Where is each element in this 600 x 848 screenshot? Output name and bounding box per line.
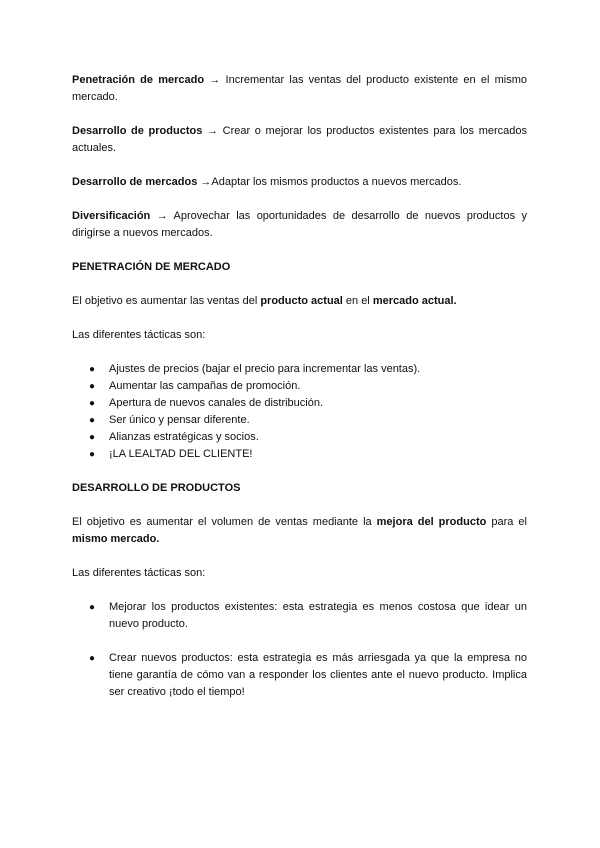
arrow-icon: → <box>209 74 221 86</box>
definition-text: Aprovechar las oportunidades de desarrollo de nuevos productos y dirigirse a nuevos mercados. <box>72 210 528 239</box>
section-objective <box>72 514 527 548</box>
definition-text: Crear o mejorar los productos existentes para los mercados actuales. <box>72 125 527 154</box>
list-item-text: Ser único y pensar diferente. <box>109 414 250 426</box>
objective-bold: mercado actual. <box>372 295 457 307</box>
bullet-icon: ● <box>89 602 96 613</box>
definition-market-development <box>72 174 527 191</box>
list-item-text: Ajustes de precios (bajar el precio para incrementar las ventas). <box>109 363 421 375</box>
list-item-text: Aumentar las campañas de promoción. <box>109 380 301 392</box>
bullet-icon: ● <box>89 381 96 392</box>
list-item <box>72 429 527 446</box>
definition-product-development <box>72 123 527 157</box>
section-heading-market-penetration: PENETRACIÓN DE MERCADO <box>72 261 231 273</box>
list-item-text: Mejorar los productos existentes: esta estrategia es menos costosa que idear un nuevo producto. <box>109 601 527 630</box>
objective-bold: mismo mercado. <box>72 533 160 545</box>
tactics-list <box>72 361 527 463</box>
list-item <box>72 395 527 412</box>
list-item-text: Apertura de nuevos canales de distribución. <box>109 397 324 409</box>
list-item <box>72 446 527 463</box>
definition-term: Desarrollo de mercados <box>72 176 198 188</box>
definition-term: Diversificación <box>72 210 151 222</box>
list-item-text: Crear nuevos productos: esta estrategia es más arriesgada ya que la empresa no tiene garantía de cómo van a responder los clientes ante el nuevo producto. Implica ser creativo ¡todo el tiempo! <box>109 652 527 698</box>
bullet-icon: ● <box>89 653 96 664</box>
arrow-icon: → <box>200 176 212 188</box>
definition-term: Desarrollo de productos <box>72 125 203 137</box>
arrow-icon: → <box>156 210 168 222</box>
definition-text: Adaptar los mismos productos a nuevos mercados. <box>211 176 462 188</box>
list-item <box>72 412 527 429</box>
objective-bold: producto actual <box>260 295 343 307</box>
list-item <box>72 378 527 395</box>
definition-text: Incrementar las ventas del producto existente en el mismo mercado. <box>72 74 528 103</box>
definition-market-penetration <box>72 72 527 106</box>
definition-diversification <box>72 208 527 242</box>
document-page <box>72 72 527 718</box>
list-item <box>72 650 527 701</box>
bullet-icon: ● <box>89 364 96 375</box>
list-item <box>72 361 527 378</box>
objective-text: en el <box>342 295 373 307</box>
objective-bold: mejora del producto <box>376 516 487 528</box>
tactics-intro: Las diferentes tácticas son: <box>72 567 206 579</box>
tactics-intro: Las diferentes tácticas son: <box>72 329 206 341</box>
bullet-icon: ● <box>89 398 96 409</box>
section-heading-product-development: DESARROLLO DE PRODUCTOS <box>72 482 241 494</box>
objective-text: El objetivo es aumentar el volumen de ventas mediante la <box>72 516 377 528</box>
bullet-icon: ● <box>89 432 96 443</box>
objective-text: para el <box>486 516 527 528</box>
definition-term: Penetración de mercado <box>72 74 205 86</box>
tactics-list <box>72 599 527 701</box>
arrow-icon: → <box>206 125 218 137</box>
list-item-text: Alianzas estratégicas y socios. <box>109 431 259 443</box>
list-item <box>72 599 527 633</box>
objective-text: El objetivo es aumentar las ventas del <box>72 295 261 307</box>
bullet-icon: ● <box>89 449 96 460</box>
list-item-text: ¡LA LEALTAD DEL CLIENTE! <box>109 448 253 460</box>
bullet-icon: ● <box>89 415 96 426</box>
section-objective <box>72 293 527 310</box>
